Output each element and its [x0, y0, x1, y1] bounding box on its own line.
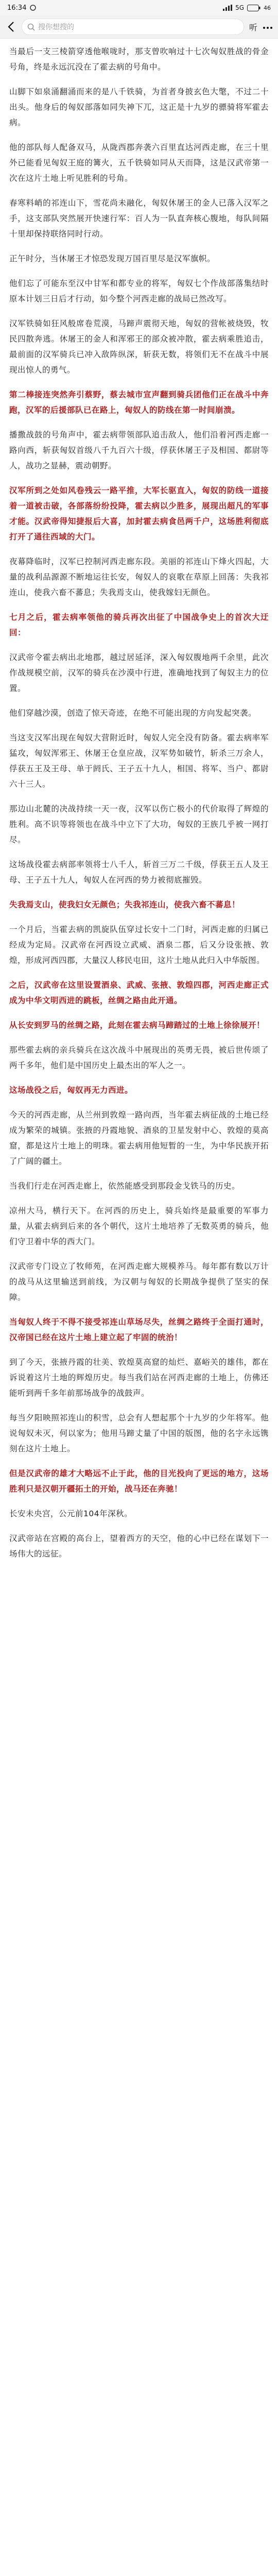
status-bar: [0, 0, 278, 15]
article-paragraph: 春寒料峭的祁连山下，雪花尚未融化，匈奴休屠王的金人已落入汉军之手，这支部队突然展开快速行军：百人为一队直奔核心腹地，每队间隔十里却保持联络同时行动。: [9, 198, 269, 239]
article-paragraph: 当我们行走在河西走廊上，依然能感受到那段金戈铁马的历史。: [9, 1181, 240, 1191]
article-paragraph: 这场战役霍去病部率领将士八千人，斩首三万二千级，俘获王五人及王母、王子五十九人，匈奴人在河西的势力被彻底摧毁。: [9, 860, 269, 885]
article-paragraph: 正午时分，当休屠王才惊恐发现万国百里尽是汉军旗帜。: [9, 254, 216, 263]
highlighted-paragraph: 这场战役之后，匈奴再无力西进。: [9, 1086, 133, 1095]
highlighted-paragraph: 汉军所到之处如风卷残云一路平推，大军长驱直入，匈奴的防线一道接着一道被击破，各部落纷纷投降，霍去病以少胜多，展现出超凡的军事才能。汉武帝得知捷报后大喜，加封霍去病食邑两千户，这场胜利彻底打开了通往西域的大门。: [9, 486, 269, 541]
article-paragraph: 播撒战鼓的号角声中，霍去病带领部队追击敌人，他们沿着河西走廊一路向西，斩获匈奴首级八千九百六十级，俘获休屠王子及相国、都尉等人，战功之显赫，震动朝野。: [9, 430, 269, 470]
highlighted-paragraph: 七月之后，霍去病率领他的骑兵再次出征了中国战争史上的首次大迂回：: [9, 613, 269, 637]
article-paragraph: 今天的河西走廊，从兰州到敦煌一路向西，当年霍去病征战的土地已经成为繁荣的城镇。张掖的丹霞地貌、酒泉的卫星发射中心、敦煌的莫高窟，都是这片土地上的明珠。霍去病用他短暂的一生，为中华民族开拓了广阔的疆土。: [9, 1110, 269, 1166]
status-time: 16:34: [7, 4, 27, 12]
article-paragraph: 每当夕阳映照祁连山的积雪，总会有人想起那个十九岁的少年将军。他说匈奴未灭，何以家为；他用马蹄丈量了中国的版图，他的名字永远镌刻在这片土地上。: [9, 1413, 269, 1453]
back-icon[interactable]: [5, 21, 16, 32]
article-paragraph: 他们穿越沙漠，创造了惊天奇迹，在绝不可能出现的方向发起突袭。: [9, 708, 257, 718]
article-paragraph: 汉武帝专门设立了牧师苑，在河西走廊大规模养马。每年都有数以万计的战马从这里输送到前线，为汉朝与匈奴的长期战争提供了坚实的保障。: [9, 1262, 269, 1302]
article-paragraph: 那些霍去病的亲兵骑兵在这次战斗中展现出的英勇无畏，被后世传颂了两千多年，他们是中国历史上最杰出的军人之一。: [9, 1045, 269, 1070]
article-paragraph: 当最后一支三棱箭穿透他喉咙时，那支曾吹响过十七次匈奴胜战的骨金号角，终是永远沉没在了霍去病的号角中。: [9, 47, 269, 72]
article-paragraph: 到了今天，张掖丹霞的壮美、敦煌莫高窟的灿烂、嘉峪关的雄伟，都在诉说着这片土地的辉煌历史。每当我们站在河西走廊的土地上，仿佛还能听到两千多年前那场战争的战鼓声。: [9, 1358, 269, 1398]
article-paragraph: 山脚下如泉涌翻涌而来的是八千铁骑，为首者身披玄色大氅，不过二十出头。他身后的匈奴部落如同失神下兀，这正是十九岁的骠骑将军霍去病。: [9, 87, 269, 127]
article-paragraph: 他的部队每人配备双马，从陇西郡奔袭六百里直达河西走廊，在三十里外已能看见匈奴王庭的篝火，五千铁骑如同从天而降，这是汉武帝第一次在这片土地上听见胜利的号角。: [9, 143, 269, 183]
search-bar[interactable]: [22, 19, 244, 35]
highlighted-paragraph: 但是汉武帝的雄才大略远不止于此，他的目光投向了更远的地方，这场胜利只是汉朝开疆拓土的开始，战马还在奔驰！: [9, 1469, 269, 1494]
search-icon: [27, 23, 35, 31]
highlighted-paragraph: 第二棒接连突然奔引蔡野，蔡去城市宣声翻到骑兵团他们正在战斗中奔跑，汉军的后援部队已在路上，匈奴人的防线在第一时间崩溃。: [9, 390, 269, 415]
article-paragraph: 夜幕降临时，汉军已控制河西走廊东段。美丽的祁连山下烽火四起，大量的战利品源源不断地运往长安，匈奴人的哀歌在草原上回荡：失我祁连山，使我六畜不蕃息；失我焉支山，使我嫁妇无颜色。: [9, 557, 269, 597]
highlighted-paragraph: 当匈奴人终于不得不接受祁连山草场尽失，丝绸之路终于全面打通时，汉帝国已经在这片土地上建立起了牢固的统治！: [9, 1317, 269, 1342]
article-paragraph: 汉武帝令霍去病出北地郡，越过居延泽，深入匈奴腹地两千余里，此次作战规模空前，汉军的骑兵在沙漠中行进，准确地找到了匈奴主力的位置。: [9, 653, 269, 693]
article-paragraph: 他们忘了可能东至汉中甘军和都专业的将军，匈奴七个作战部落集结时原本计划三日后才行动，如今整个河西走廊的战局已然改写。: [9, 279, 269, 303]
article-body: [0, 39, 278, 1562]
signal-icon: [223, 4, 232, 12]
article-paragraph: 一个月后，当霍去病的凯旋队伍穿过长安十二门时，河西走廊的归属已经成为定局。汉武帝在河西设立武威、酒泉二郡，后又分设张掖、敦煌，形成河西四郡，大量汉人移民屯田，这片土地从此归入中华版图。: [9, 925, 269, 965]
notification-icon: [29, 4, 37, 12]
article-paragraph: 那边山北麓的决战持续一天一夜，汉军以伤亡极小的代价取得了辉煌的胜利。高不识等将领也在战斗中立下了大功，匈奴的王族几乎被一网打尽。: [9, 804, 269, 844]
more-options-icon[interactable]: [263, 21, 273, 33]
listen-button[interactable]: 听: [249, 22, 257, 32]
article-paragraph: 汉军铁骑如狂风般席卷荒漠，马蹄声震彻天地，匈奴的营帐被烧毁，牧民四散奔逃。休屠王的金人和浑邪王的部众被冲散，霍去病乘胜追击，最前面的汉军骑兵已冲入敌阵纵深，斩获无数，将领们无不在战斗中展现出惊人的勇气。: [9, 319, 269, 375]
article-paragraph: 汉武帝站在宫殿的高台上，望着西方的天空，他的心中已经在谋划下一场伟大的远征。: [9, 1534, 269, 1558]
highlighted-paragraph: 之后，汉武帝在这里设置酒泉、武威、张掖、敦煌四郡，河西走廊正式成为中华文明西进的跳板，丝绸之路由此开通。: [9, 980, 269, 1005]
article-paragraph: 凉州大马，横行天下。在河西的历史上，骑兵始终是最重要的军事力量，从霍去病到后来的各个朝代，这片土地培养了无数英勇的骑兵，他们守卫着中华的西大门。: [9, 1206, 269, 1246]
battery-icon: [247, 4, 260, 12]
highlighted-paragraph: 从长安到罗马的丝绸之路，此刻在霍去病马蹄踏过的土地上徐徐展开！: [9, 1021, 265, 1030]
search-placeholder: 搜你想搜的: [38, 23, 74, 31]
article-paragraph: 当这支汉军出现在匈奴大营附近时，匈奴人完全没有防备。霍去病率军猛攻，匈奴浑邪王、休屠王仓皇应战，汉军势如破竹，斩杀三万余人，俘获五王及王母、单于阏氏、王子五十九人，相国、将军、当户、都尉六十三人。: [9, 733, 269, 789]
highlighted-paragraph: 失我焉支山，使我妇女无颜色；失我祁连山，使我六畜不蕃息！: [9, 900, 240, 909]
article-paragraph: 长安未央宫，公元前104年深秋。: [9, 1509, 133, 1518]
network-type: 5G: [235, 4, 244, 11]
top-navigation: [0, 15, 278, 39]
battery-level: 46: [264, 4, 271, 11]
